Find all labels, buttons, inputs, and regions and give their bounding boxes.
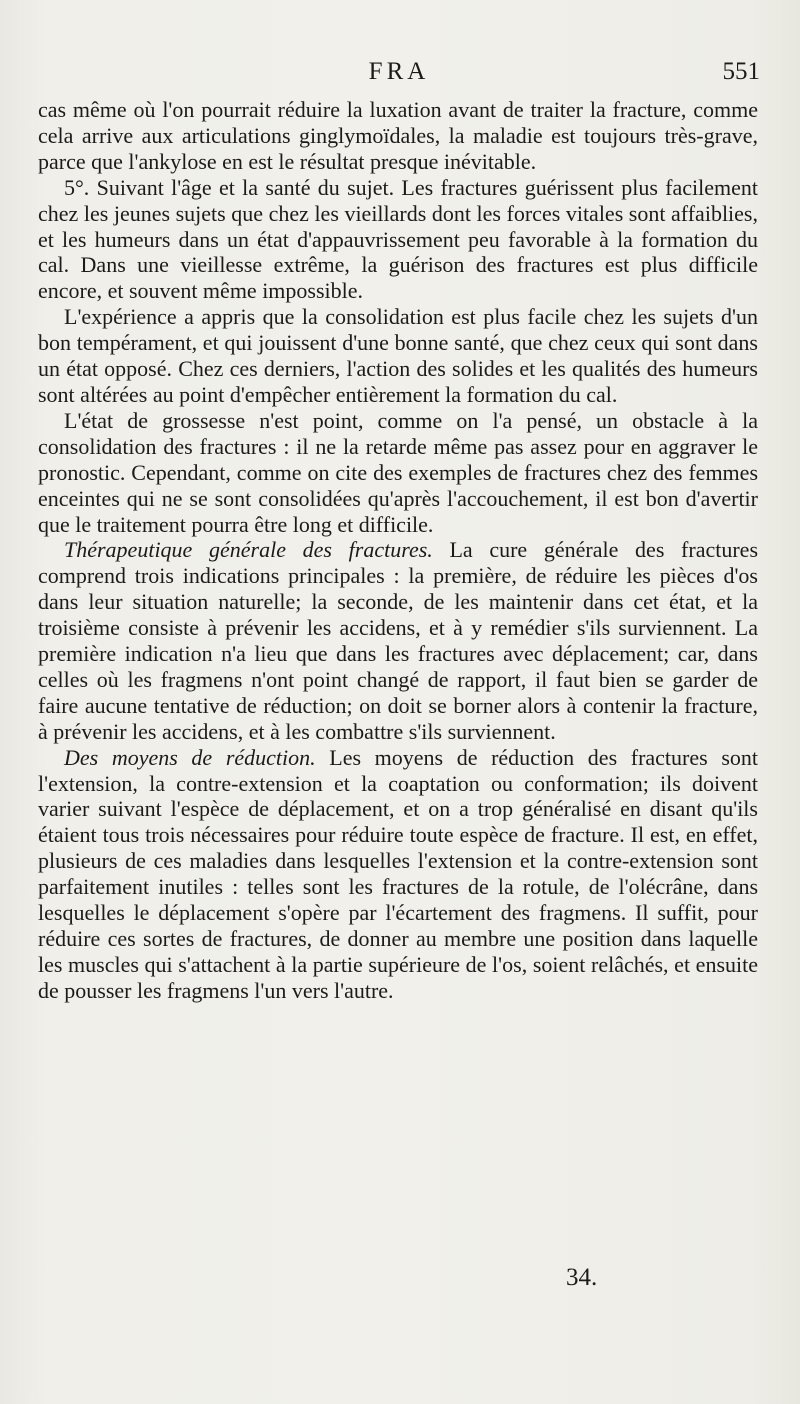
- paragraph-text: 5°. Suivant l'âge et la santé du sujet. Les fractures guérissent plus facilement chez les jeunes sujets que chez les vieillards dont les forces vitales sont affaiblies, et les humeurs dans un état d'appauvrissement peu favorable à la formation du cal. Dans une vieillesse extrême, la guérison des fractures est plus difficile encore, et souvent même impossible.: [38, 174, 758, 304]
- paragraph: [38, 304, 758, 408]
- paragraph: [38, 537, 758, 744]
- page-number: 551: [722, 58, 760, 85]
- running-head: FRA: [368, 58, 430, 85]
- paragraph: [38, 97, 758, 175]
- paragraph-lead: Des moyens de réduction.: [64, 744, 316, 770]
- paragraph-text: cas même où l'on pourrait réduire la luxation avant de traiter la fracture, comme cela arrive aux articulations ginglymoïdales, la maladie est toujours très-grave, parce que l'ankylose en est le résultat presque inévitable.: [38, 97, 758, 174]
- paragraph-text: L'état de grossesse n'est point, comme on l'a pensé, un obstacle à la consolidation des fractures : il ne la retarde même pas assez pour en aggraver le pronostic. Cependant, comme on cite des exemples de fractures chez des femmes enceintes qui ne se sont consolidées qu'après l'accouchement, il est bon d'avertir que le traitement pourra être long et difficile.: [38, 407, 758, 537]
- paragraph-lead: Thérapeutique générale des fractures.: [64, 537, 433, 563]
- paragraph: [38, 745, 758, 1004]
- signature-mark: 34.: [566, 1264, 598, 1291]
- paragraph-text: L'expérience a appris que la consolidation est plus facile chez les sujets d'un bon tempérament, et qui jouissent d'une bonne santé, que chez ceux qui sont dans un état opposé. Chez ces derniers, l'action des solides et les qualités des humeurs sont altérées au point d'empêcher entièrement la formation du cal.: [38, 304, 758, 407]
- body-text: [38, 97, 758, 1004]
- paragraph: [38, 408, 758, 538]
- paragraph-text: La cure générale des fractures comprend trois indications principales : la première, de réduire les pièces d'os dans leur situation naturelle; la seconde, de les maintenir dans cet état, et la troisième consiste à prévenir les accidens, et à y remédier s'ils surviennent. La première indication n'a lieu que dans les fractures avec déplacement; car, dans celles où les fragmens n'ont point changé de rapport, il faut bien se garder de faire aucune tentative de réduction; on doit se borner alors à contenir la fracture, à prévenir les accidens, et à les combattre s'ils surviennent.: [38, 537, 759, 744]
- page-header: [38, 58, 760, 98]
- paragraph: [38, 175, 758, 305]
- paragraph-text: Les moyens de réduction des fractures sont l'extension, la contre-extension et la coaptation ou conformation; ils doivent varier suivant l'espèce de déplacement, et on a trop généralisé en disant qu'ils étaient tous trois nécessaires pour réduire toute espèce de fracture. Il est, en effet, plusieurs de ces maladies dans lesquelles l'extension et la contre-extension sont parfaitement inutiles : telles sont les fractures de la rotule, de l'olécrâne, dans lesquelles le déplacement s'opère par l'écartement des fragmens. Il suffit, pour réduire ces sortes de fractures, de donner au membre une position dans laquelle les muscles qui s'attachent à la partie supérieure de l'os, soient relâchés, et ensuite de pousser les fragmens l'un vers l'autre.: [38, 744, 758, 1003]
